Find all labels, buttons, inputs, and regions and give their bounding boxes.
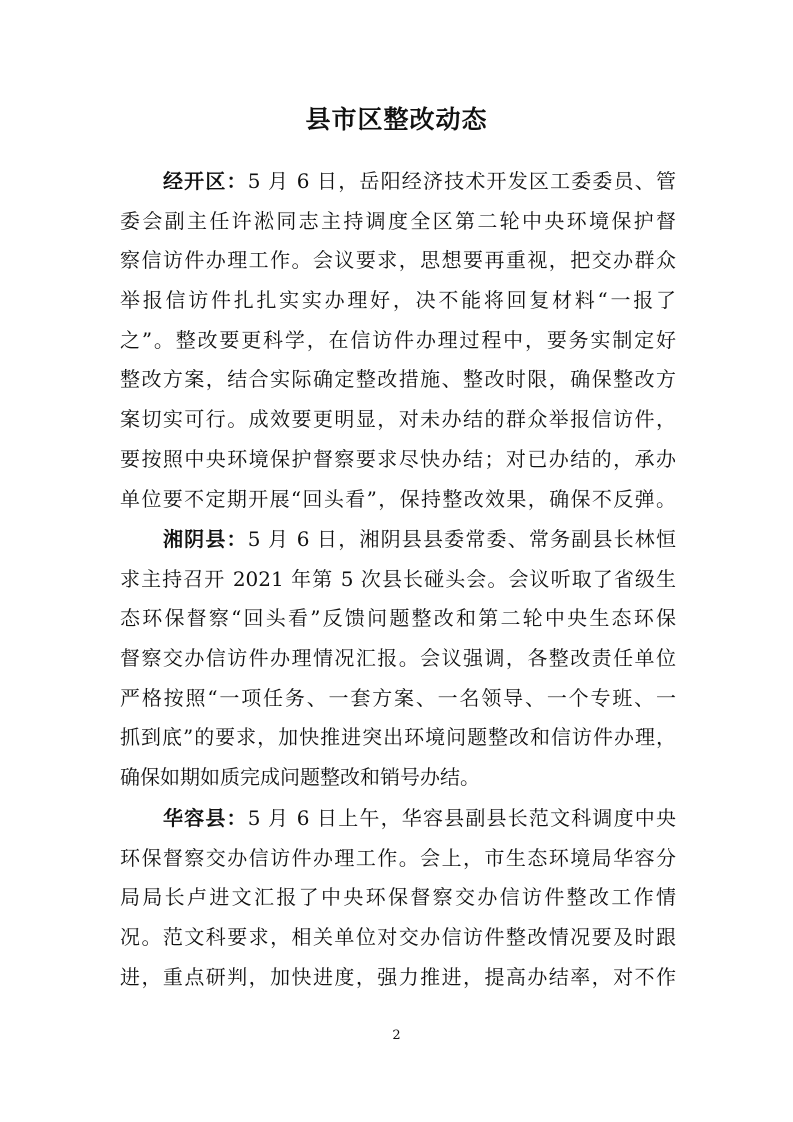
- page-number: 2: [392, 1028, 401, 1043]
- paragraph-lead: 经开区：: [163, 169, 248, 193]
- paragraph-line: 察信访件办理工作。会议要求，思想要再重视，把交办群众: [120, 248, 676, 273]
- paragraph-line: 案切实可行。成效要更明显，对未办结的群众举报信访件，: [120, 407, 676, 432]
- paragraph-line: 单位要不定期开展“回头看”，保持整改效果，确保不反弹。: [120, 486, 676, 511]
- paragraph-line: 态环保督察“回头看”反馈问题整改和第二轮中央生态环保: [120, 606, 676, 631]
- paragraph-line: 举报信访件扎扎实实办理好，决不能将回复材料“一报了: [120, 288, 676, 313]
- paragraph-line: 环保督察交办信访件办理工作。会上，市生态环境局华容分: [120, 845, 676, 870]
- paragraph-line: 进，重点研判，加快进度，强力推进，提高办结率，对不作: [120, 964, 676, 989]
- paragraph-lead: 华容县：: [163, 806, 248, 830]
- paragraph-lead: 湘阴县：: [163, 527, 248, 551]
- paragraph-line: 委会副主任许淞同志主持调度全区第二轮中央环境保护督: [120, 208, 676, 233]
- paragraph-line: [120, 799, 676, 839]
- paragraph-line: 况。范文科要求，相关单位对交办信访件整改情况要及时跟: [120, 925, 676, 950]
- line-text: 5 月 6 日，岳阳经济技术开发区工委委员、管: [247, 169, 676, 193]
- paragraph-line: 整改方案，结合实际确定整改措施、整改时限，确保整改方: [120, 367, 676, 392]
- page-title: 县市区整改动态: [305, 105, 488, 134]
- paragraph-line: 局局长卢进文汇报了中央环保督察交办信访件整改工作情: [120, 885, 676, 910]
- paragraph-jingkaiqu: [120, 162, 676, 519]
- paragraph-line: 之”。整改要更科学，在信访件办理过程中，要务实制定好: [120, 327, 676, 352]
- paragraph-huarong: [120, 799, 676, 997]
- line-text: 5 月 6 日，湘阴县县委常委、常务副县长林恒: [247, 527, 676, 551]
- paragraph-line: 抓到底”的要求，加快推进突出环境问题整改和信访件办理，: [120, 725, 676, 750]
- paragraph-line: [120, 162, 676, 202]
- paragraph-xiangyin: [120, 520, 676, 798]
- paragraph-line: 求主持召开 2021 年第 5 次县长碰头会。会议听取了省级生: [120, 566, 676, 591]
- paragraph-line: 要按照中央环境保护督察要求尽快办结；对已办结的，承办: [120, 446, 676, 471]
- line-text: 5 月 6 日上午，华容县副县长范文科调度中央: [247, 806, 676, 830]
- paragraph-line: 督察交办信访件办理情况汇报。会议强调，各整改责任单位: [120, 646, 676, 671]
- paragraph-line: [120, 520, 676, 560]
- paragraph-line: 确保如期如质完成问题整改和销号办结。: [120, 765, 480, 790]
- paragraph-line: 严格按照“一项任务、一套方案、一名领导、一个专班、一: [120, 685, 676, 710]
